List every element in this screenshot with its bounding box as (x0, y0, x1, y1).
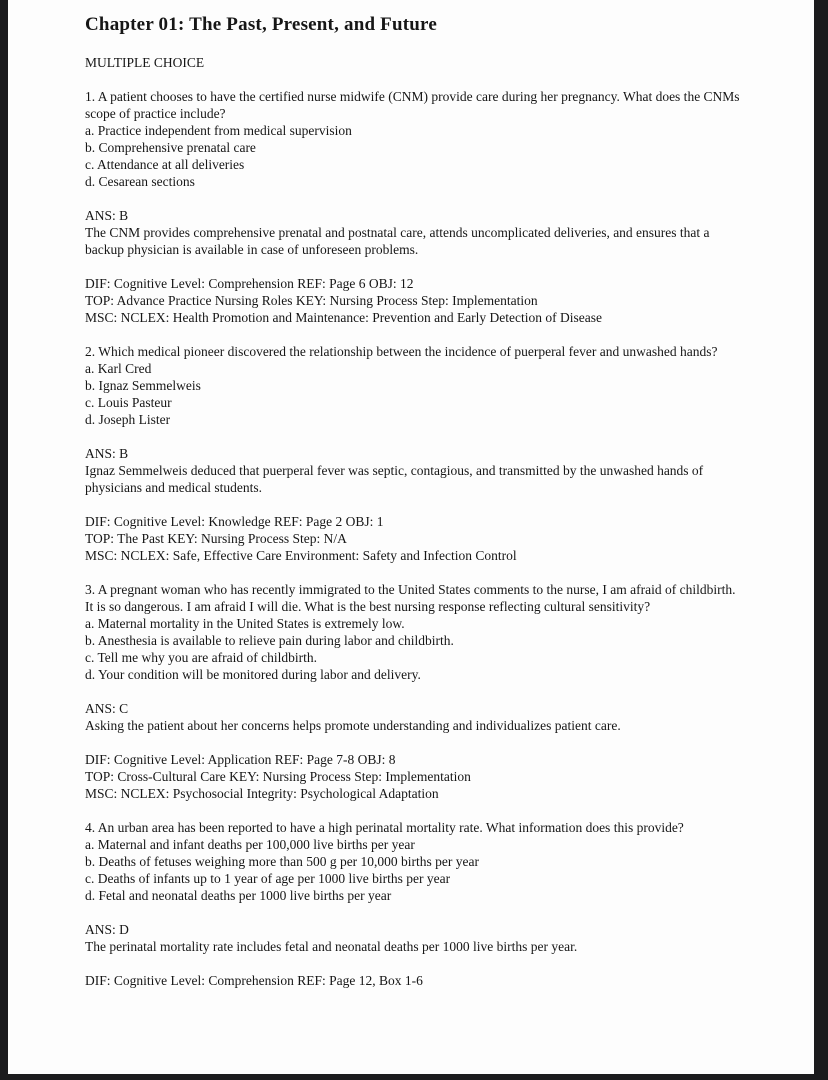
answer-line: ANS: B (85, 208, 129, 223)
question-metadata (85, 751, 745, 802)
answer-option-d: d. Joseph Lister (85, 412, 171, 427)
answer-option-c: c. Louis Pasteur (85, 395, 172, 410)
meta-dif-line: DIF: Cognitive Level: Comprehension REF: Page 6 OBJ: 12 (85, 276, 414, 291)
answer-block (85, 207, 745, 258)
answer-option-a: a. Maternal and infant deaths per 100,000 live births per year (85, 837, 415, 852)
meta-dif-line: DIF: Cognitive Level: Comprehension REF: Page 12, Box 1-6 (85, 973, 423, 988)
document-page (8, 0, 814, 1074)
question-stem: 3. A pregnant woman who has recently immigrated to the United States comments to the nurse, I am afraid of childbirth. It is so dangerous. I am afraid I will die. What is the best nursing response reflecting cultural sensitivity? (85, 582, 736, 614)
answer-option-a: a. Maternal mortality in the United States is extremely low. (85, 616, 405, 631)
meta-msc-line: MSC: NCLEX: Psychosocial Integrity: Psychological Adaptation (85, 786, 439, 801)
meta-msc-line: MSC: NCLEX: Safe, Effective Care Environment: Safety and Infection Control (85, 548, 517, 563)
answer-line: ANS: C (85, 701, 129, 716)
answer-option-b: b. Ignaz Semmelweis (85, 378, 201, 393)
answer-line: ANS: B (85, 446, 129, 461)
question-block-3 (85, 581, 745, 802)
question-metadata (85, 275, 745, 326)
meta-top-line: TOP: The Past KEY: Nursing Process Step: N/A (85, 531, 347, 546)
section-heading: MULTIPLE CHOICE (85, 55, 205, 70)
answer-option-a: a. Practice independent from medical supervision (85, 123, 352, 138)
answer-option-b: b. Anesthesia is available to relieve pain during labor and childbirth. (85, 633, 454, 648)
rationale-text: The perinatal mortality rate includes fetal and neonatal deaths per 1000 live births per year. (85, 939, 578, 954)
answer-option-c: c. Attendance at all deliveries (85, 157, 245, 172)
question-metadata (85, 972, 745, 989)
question-stem: 2. Which medical pioneer discovered the relationship between the incidence of puerperal fever and unwashed hands? (85, 344, 718, 359)
question-metadata (85, 513, 745, 564)
meta-top-line: TOP: Advance Practice Nursing Roles KEY: Nursing Process Step: Implementation (85, 293, 538, 308)
answer-block (85, 700, 745, 734)
answer-option-d: d. Cesarean sections (85, 174, 195, 189)
question-stem: 4. An urban area has been reported to have a high perinatal mortality rate. What information does this provide? (85, 820, 684, 835)
rationale-text: Asking the patient about her concerns helps promote understanding and individualizes patient care. (85, 718, 621, 733)
meta-dif-line: DIF: Cognitive Level: Application REF: Page 7-8 OBJ: 8 (85, 752, 396, 767)
page-title: Chapter 01: The Past, Present, and Future (85, 14, 437, 35)
question-stem: 1. A patient chooses to have the certified nurse midwife (CNM) provide care during her pregnancy. What does the CNMs scope of practice include? (85, 89, 740, 121)
meta-msc-line: MSC: NCLEX: Health Promotion and Maintenance: Prevention and Early Detection of Disease (85, 310, 603, 325)
question-block-1 (85, 88, 745, 326)
answer-option-b: b. Comprehensive prenatal care (85, 140, 256, 155)
answer-option-d: d. Your condition will be monitored during labor and delivery. (85, 667, 421, 682)
answer-option-d: d. Fetal and neonatal deaths per 1000 live births per year (85, 888, 392, 903)
rationale-text: The CNM provides comprehensive prenatal and postnatal care, attends uncomplicated deliveries, and ensures that a backup physician is available in case of unforeseen problems. (85, 225, 710, 257)
answer-block (85, 921, 745, 955)
question-block-4 (85, 819, 745, 989)
answer-line: ANS: D (85, 922, 129, 937)
answer-option-c: c. Tell me why you are afraid of childbirth. (85, 650, 317, 665)
answer-option-c: c. Deaths of infants up to 1 year of age per 1000 live births per year (85, 871, 451, 886)
rationale-text: Ignaz Semmelweis deduced that puerperal fever was septic, contagious, and transmitted by the unwashed hands of physicians and medical students. (85, 463, 704, 495)
answer-block (85, 445, 745, 496)
meta-top-line: TOP: Cross-Cultural Care KEY: Nursing Process Step: Implementation (85, 769, 471, 784)
answer-option-b: b. Deaths of fetuses weighing more than 500 g per 10,000 births per year (85, 854, 480, 869)
question-block-2 (85, 343, 745, 564)
meta-dif-line: DIF: Cognitive Level: Knowledge REF: Page 2 OBJ: 1 (85, 514, 384, 529)
answer-option-a: a. Karl Cred (85, 361, 152, 376)
